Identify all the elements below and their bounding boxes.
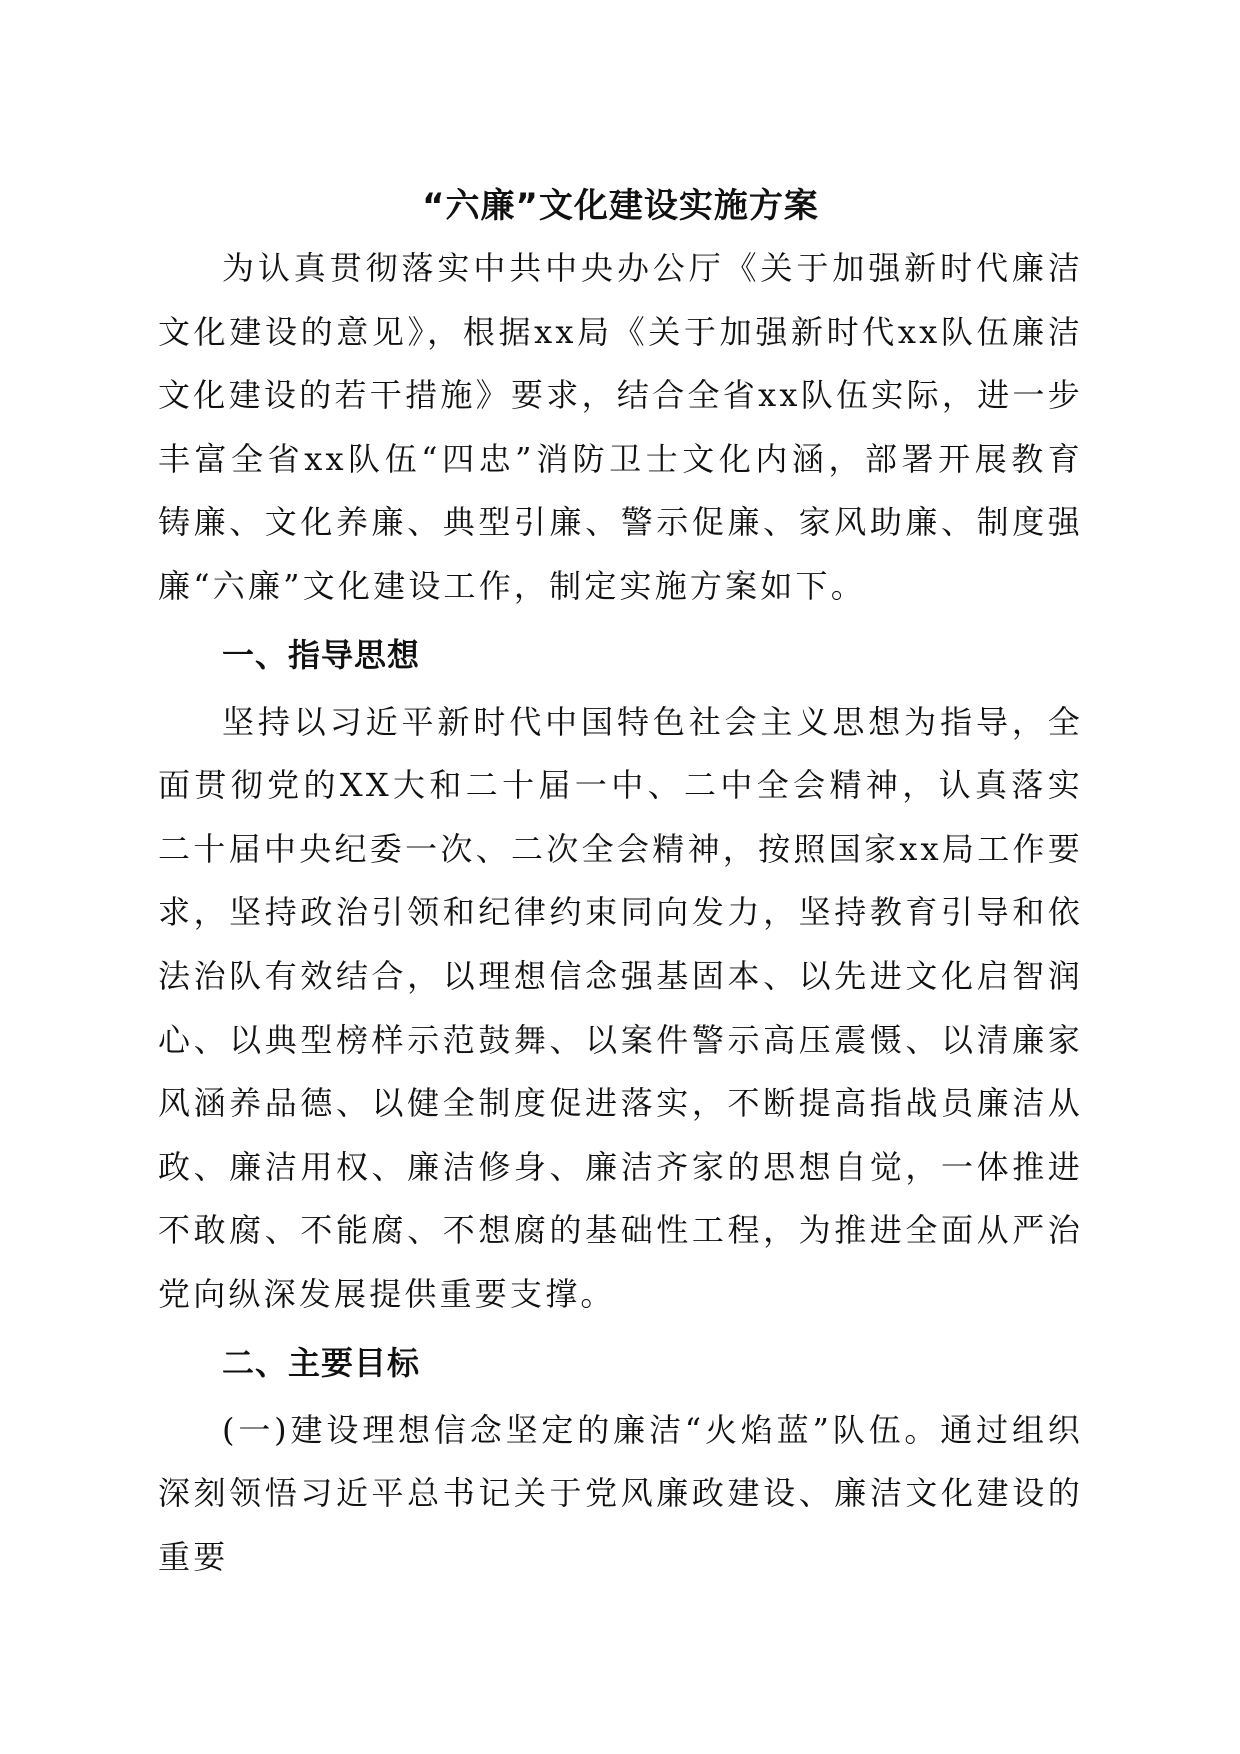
intro-paragraph: 为认真贯彻落实中共中央办公厅《关于加强新时代廉洁文化建设的意见》，根据xx局《关于加强新时代xx队伍廉洁文化建设的若干措施》要求，结合全省xx队伍实际，进一步丰富全省xx队伍“四忠”消防卫士文化内涵，部署开展教育铸廉、文化养廉、典型引廉、警示促廉、家风助廉、制度强廉“六廉”文化建设工作，制定实施方案如下。	[158, 249, 1083, 605]
section-paragraph-guiding-ideology: 坚持以习近平新时代中国特色社会主义思想为指导，全面贯彻党的XX大和二十届一中、二中全会精神，认真落实二十届中央纪委一次、二次全会精神，按照国家xx局工作要求，坚持政治引领和纪律约束同向发力，坚持教育引导和依法治队有效结合，以理想信念强基固本、以先进文化启智润心、以典型榜样示范鼓舞、以案件警示高压震慑、以清廉家风涵养品德、以健全制度促进落实，不断提高指战员廉洁从政、廉洁用权、廉洁修身、廉洁齐家的思想自觉，一体推进不敢腐、不能腐、不想腐的基础性工程，为推进全面从严治党向纵深发展提供重要支撑。	[158, 702, 1083, 1313]
section-paragraph-main-goals: (一)建设理想信念坚定的廉洁“火焰蓝”队伍。通过组织深刻领悟习近平总书记关于党风廉政建设、廉洁文化建设的重要	[158, 1410, 1083, 1576]
section-heading-main-goals: 二、主要目标	[222, 1343, 421, 1382]
section-heading-guiding-ideology: 一、指导思想	[222, 635, 421, 674]
document-body	[158, 175, 1083, 1589]
document-title: “六廉”文化建设实施方案	[422, 186, 819, 226]
